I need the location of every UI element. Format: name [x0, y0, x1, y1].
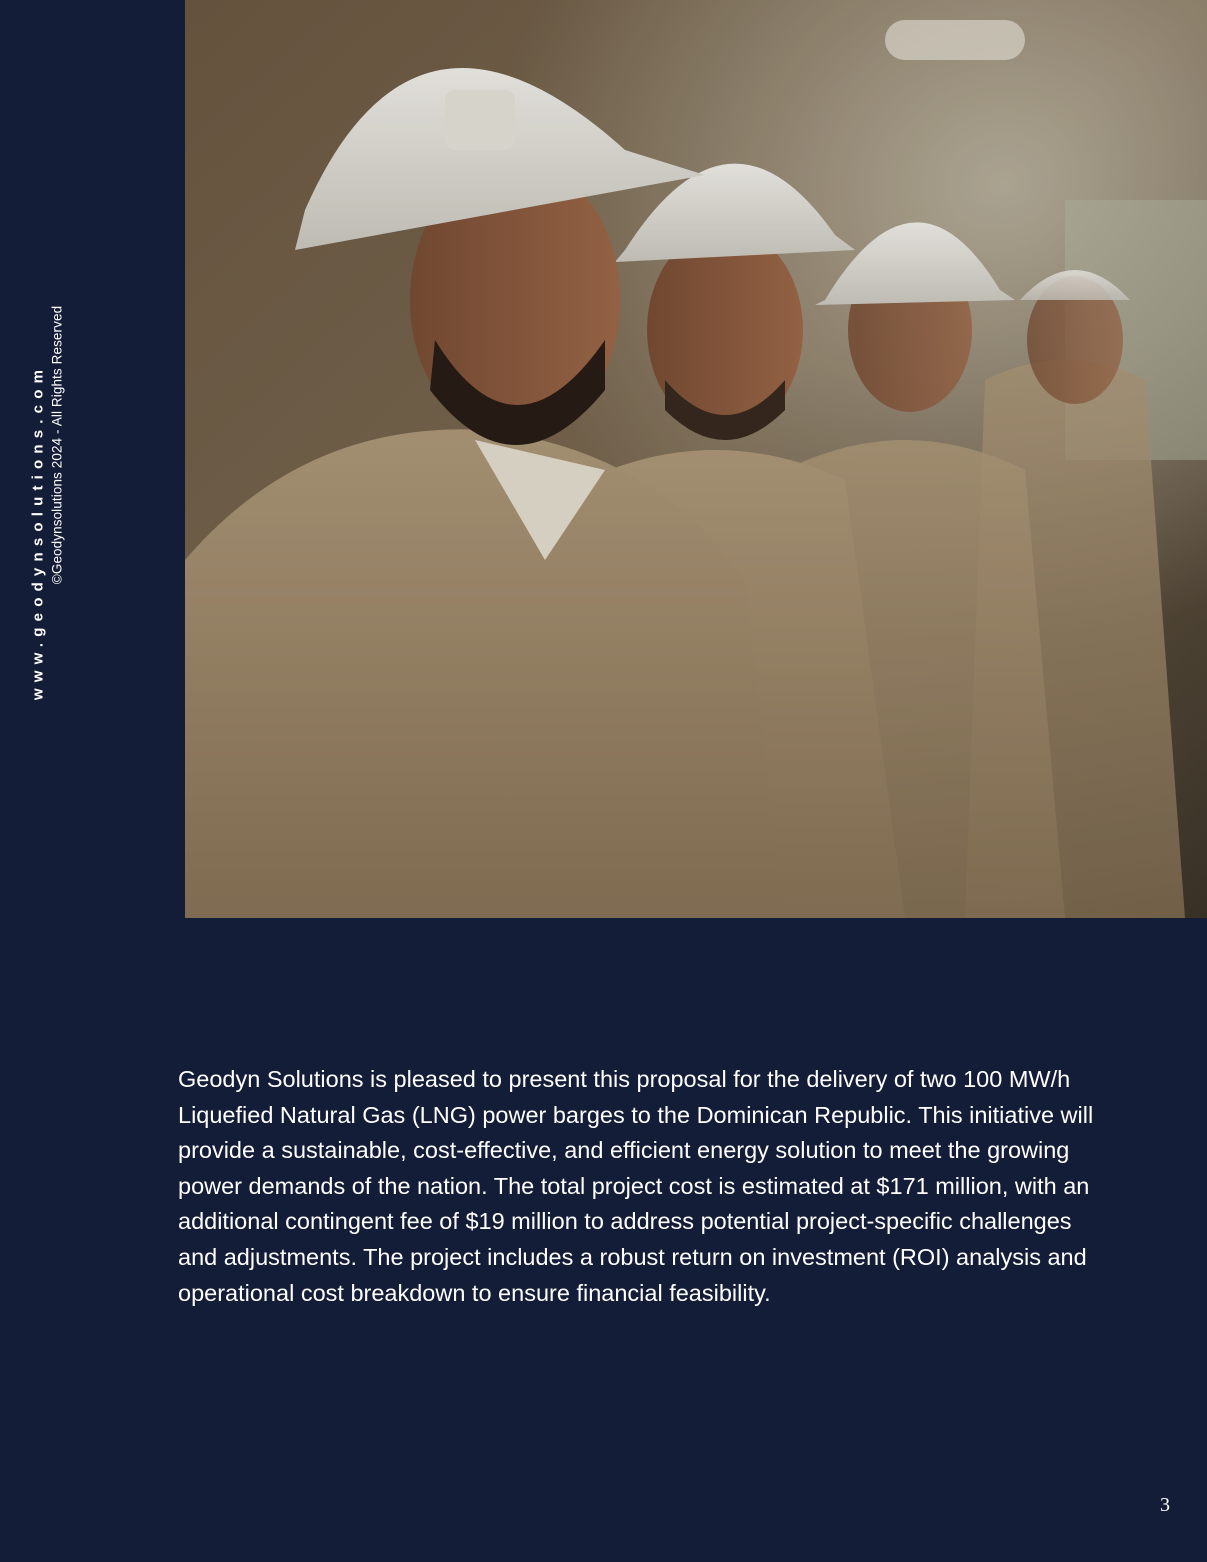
sidebar-branding	[0, 0, 110, 1562]
intro-paragraph: Geodyn Solutions is pleased to present this proposal for the delivery of two 100 MW/h Liquefied Natural Gas (LNG) power barges to the Dominican Republic. This initiative will provide a sustainable, cost-effective, and efficient energy solution to meet the growing power demands of the nation. The total project cost is estimated at $171 million, with an additional contingent fee of $19 million to address potential project-specific challenges and adjustments. The project includes a robust return on investment (ROI) analysis and operational cost breakdown to ensure financial feasibility.	[178, 1066, 1094, 1306]
workers-illustration	[185, 0, 1207, 918]
hero-photo	[185, 0, 1207, 918]
copyright-notice: ©Geodynsolutions 2024 - All Rights Reserved	[49, 305, 65, 585]
page-number: 3	[1160, 1494, 1170, 1516]
website-url[interactable]: www.geodynsolutions.com	[29, 363, 47, 701]
